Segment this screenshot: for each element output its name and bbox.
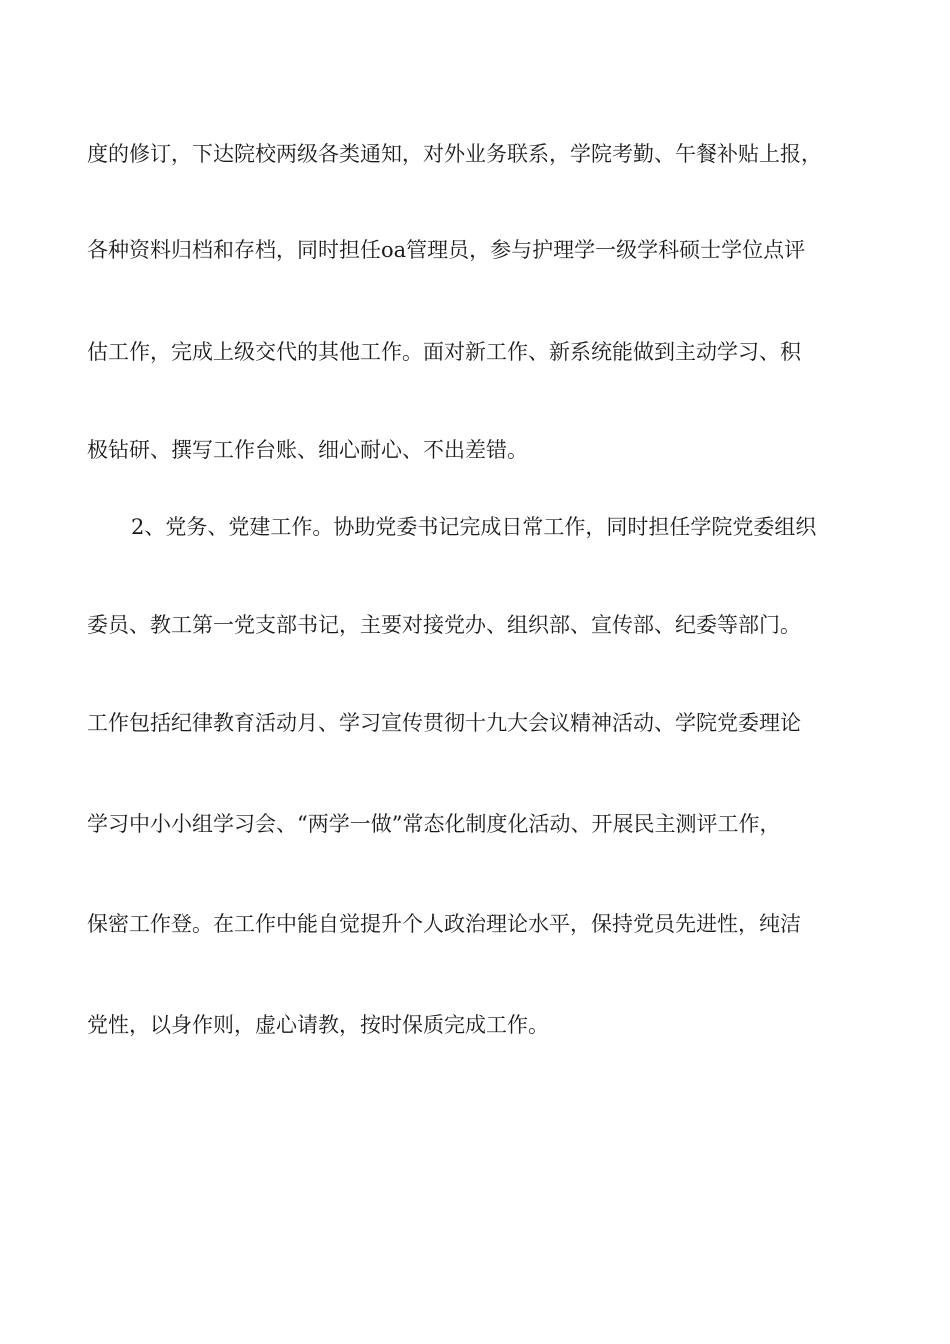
text-line: 各种资料归档和存档，同时担任oa管理员，参与护理学一级学科硕士学位点评 <box>87 238 806 262</box>
text-line: 委员、教工第一党支部书记，主要对接党办、组织部、宣传部、纪委等部门。 <box>87 613 801 637</box>
text-line: 估工作，完成上级交代的其他工作。面对新工作、新系统能做到主动学习、积 <box>87 340 801 364</box>
text-line: 2、党务、党建工作。协助党委书记完成日常工作，同时担任学院党委组织 <box>131 515 817 539</box>
text-line: 工作包括纪律教育活动月、学习宣传贯彻十九大会议精神活动、学院党委理论 <box>87 711 801 735</box>
text-line: 党性，以身作则，虚心请教，按时保质完成工作。 <box>87 1013 549 1037</box>
text-line: 度的修订，下达院校两级各类通知，对外业务联系，学院考勤、午餐补贴上报， <box>87 142 822 166</box>
text-line: 极钻研、撰写工作台账、细心耐心、不出差错。 <box>87 438 528 462</box>
text-line: 保密工作登。在工作中能自觉提升个人政治理论水平，保持党员先进性，纯洁 <box>87 912 801 936</box>
text-line: 学习中小小组学习会、“两学一做”常态化制度化活动、开展民主测评工作， <box>87 812 781 836</box>
